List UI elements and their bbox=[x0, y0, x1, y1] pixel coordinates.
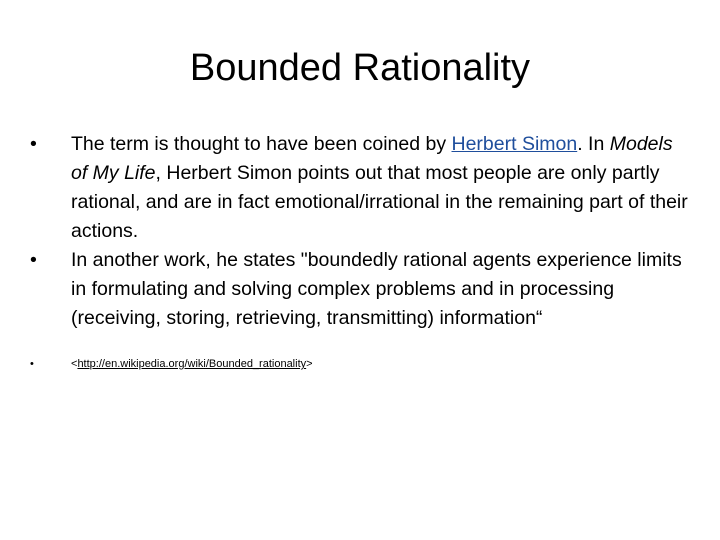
bullet-1-text-start: The term is thought to have been coined by bbox=[71, 133, 452, 155]
wikipedia-source-link[interactable]: http://en.wikipedia.org/wiki/Bounded_rationality bbox=[77, 358, 307, 370]
slide-body bbox=[30, 130, 690, 372]
bullet-1-text-rest: , Herbert Simon points out that most people are only partly rational, and are in fact emotional/irrational in the remaining part of their actions. bbox=[71, 162, 688, 242]
herbert-simon-link[interactable]: Herbert Simon bbox=[451, 133, 578, 155]
bullet-icon: • bbox=[30, 249, 37, 271]
slide-title: Bounded Rationality bbox=[189, 47, 531, 89]
bullet-2-text: In another work, he states "boundedly rational agents experience limits in formulating and solving complex problems and in processing (receiving, storing, retrieving, transmitting) information“ bbox=[71, 249, 682, 329]
bullet-item-3 bbox=[30, 356, 690, 372]
bullet-icon: • bbox=[30, 358, 34, 370]
source-open-bracket: < bbox=[71, 358, 78, 370]
bullet-1-text-after-link: . In bbox=[577, 133, 610, 155]
bullet-icon: • bbox=[30, 133, 37, 155]
bullet-item-1 bbox=[30, 130, 690, 246]
book-title: Models of My Life bbox=[71, 133, 673, 184]
bullet-item-2 bbox=[30, 246, 690, 333]
source-close-bracket: > bbox=[306, 358, 313, 370]
